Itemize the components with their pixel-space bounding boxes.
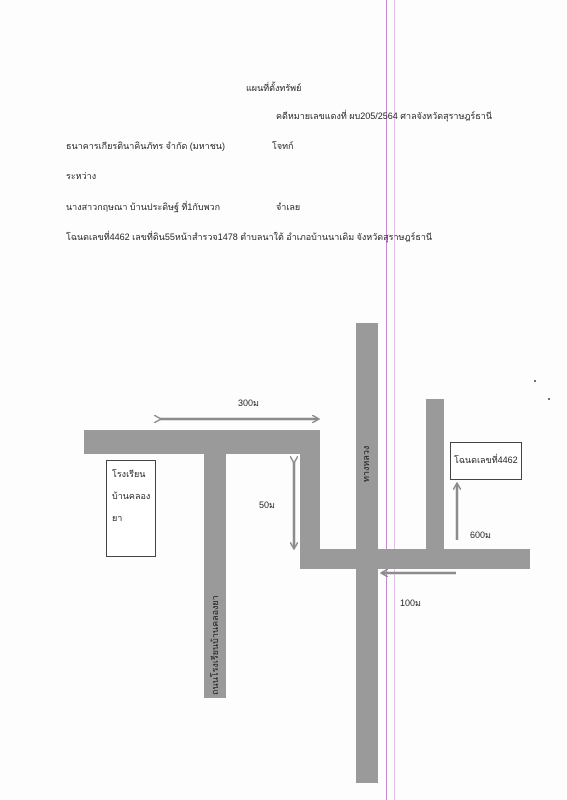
distance-600m: 600ม [470,530,491,540]
school-road-label: ถนนโรงเรียนบ้านคลองยา [210,595,220,695]
plaintiff-role: โจทก์ [272,141,294,151]
defendant-name: นางสาวกฤษณา บ้านประดิษฐ์ ที่1กับพวก [66,202,221,212]
highway-label: ทางหลวง [361,445,371,482]
school-label-line3: ยา [112,513,123,523]
case-number-line: คดีหมายเลขแดงที่ ผบ205/2564 ศาลจังหวัดสุราษฎร์ธานี [276,111,492,121]
defendant-role: จำเลย [276,202,301,212]
title-deed-line: โฉนดเลขที่4462 เลขที่ดิน55หน้าสำรวจ1478 ตำบลนาใต้ อำเภอบ้านนาเดิม จังหวัดสุราษฎร์ธานี [66,232,433,242]
title-deed-label: โฉนดเลขที่4462 [454,455,518,465]
school-label-line1: โรงเรียน [112,469,146,479]
distance-50m: 50ม [259,500,275,510]
distance-100m: 100ม [400,598,421,608]
scan-speck [548,398,550,400]
school-label-line2: บ้านคลอง [112,491,151,501]
plaintiff-name: ธนาคารเกียรตินาคินภัทร จำกัด (มหาชน) [66,141,225,151]
distance-300m: 300ม [238,398,259,408]
between-label: ระหว่าง [66,171,97,181]
map-title: แผนที่ตั้งทรัพย์ [246,83,302,93]
scan-speck [534,380,536,382]
